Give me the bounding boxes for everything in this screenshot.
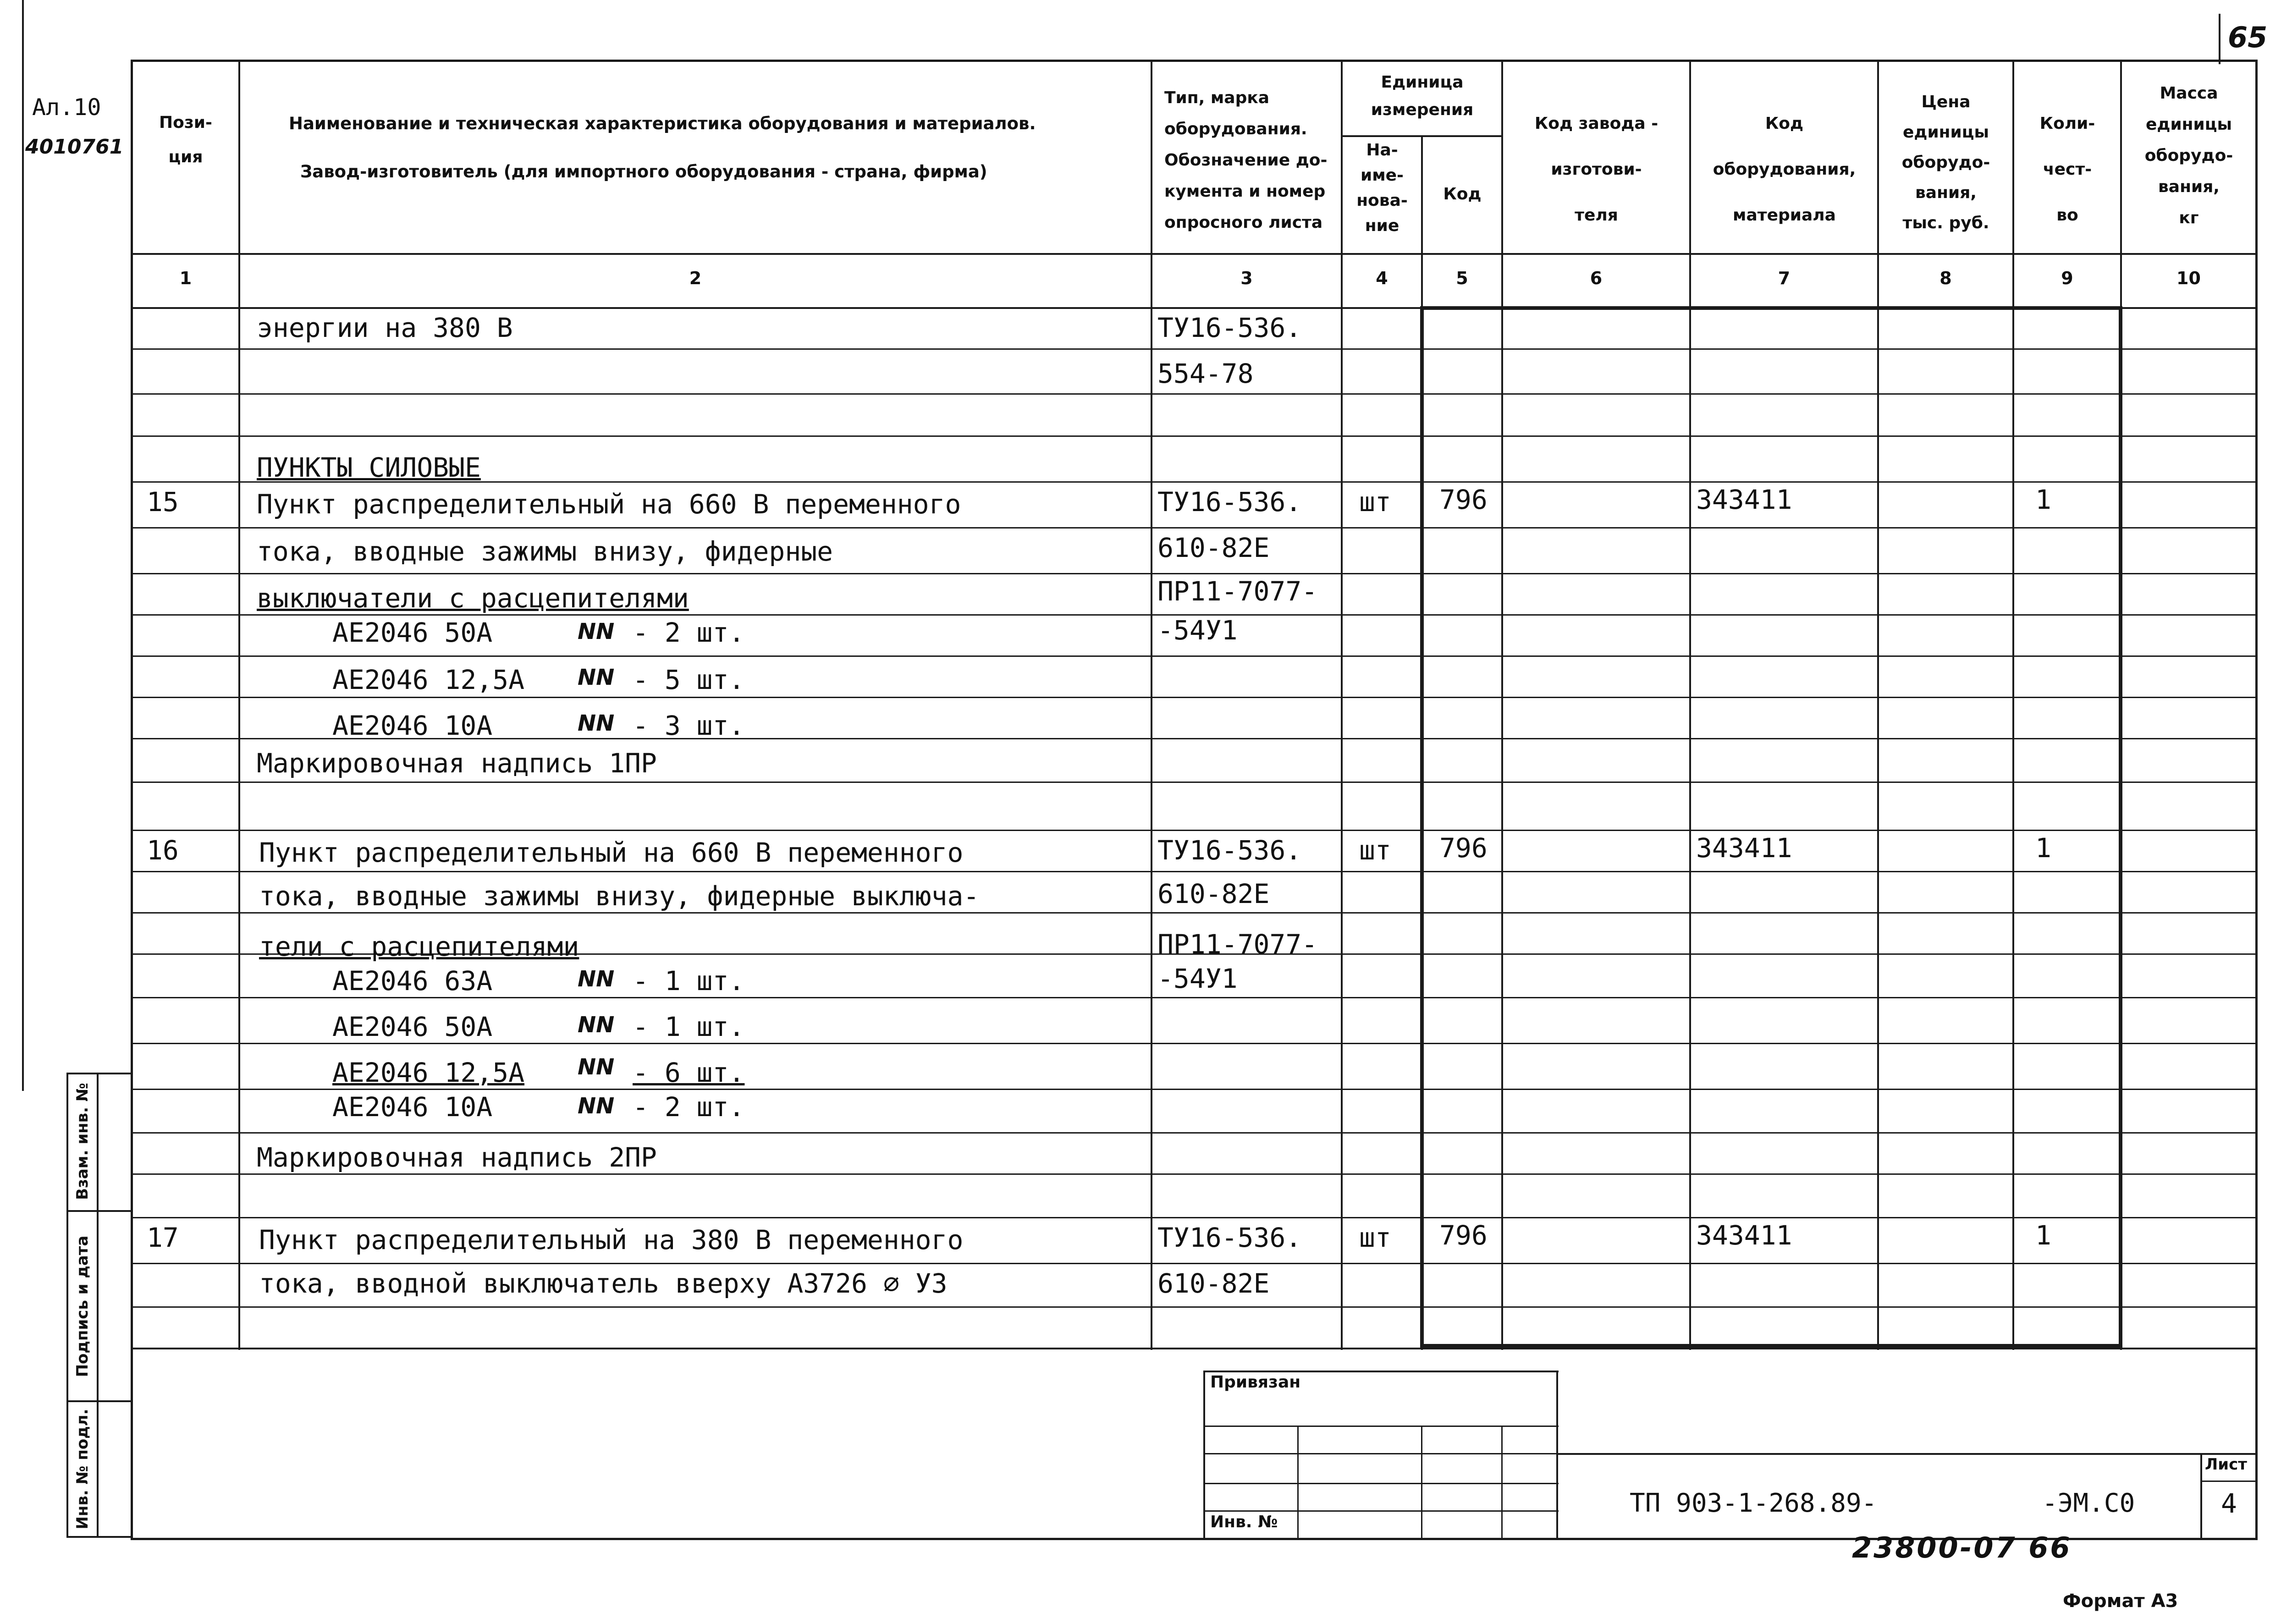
row-unit-code: 796 — [1439, 484, 1488, 515]
stamp-inv: Инв. № — [1210, 1513, 1278, 1531]
row-name: Пункт распределительный на 660 В переменного — [259, 837, 964, 868]
row-type: ТУ16-536. — [1157, 835, 1302, 866]
col-number-1: 1 — [179, 268, 192, 288]
row-name: Маркировочная надпись 1ПР — [257, 748, 657, 779]
row-unit: шт — [1359, 486, 1391, 517]
row-equipment-code: 343411 — [1696, 832, 1792, 864]
row-count: - 3 шт. — [633, 710, 745, 741]
side-label-inv: Взам. инв. № — [73, 1083, 92, 1200]
col-number-3: 3 — [1240, 268, 1253, 288]
header-mass: Масса единицы оборудо- вания, кг — [2144, 84, 2233, 227]
row-name: АЕ2046 12,5А — [332, 1057, 525, 1088]
row-equipment-code: 343411 — [1696, 1220, 1792, 1251]
header-equipment-code: Код оборудования, материала — [1713, 114, 1856, 225]
header-factory-code: Код завода - изготови- теля — [1534, 114, 1658, 225]
album-handwritten: 4010761 — [25, 135, 124, 159]
col-number-6: 6 — [1590, 268, 1603, 288]
col-number-9: 9 — [2061, 268, 2073, 288]
row-name: АЕ2046 10А — [332, 1091, 493, 1123]
header-unit-code: Код — [1443, 185, 1482, 204]
header-unit-name: На- име- нова- ние — [1356, 141, 1408, 235]
row-position: 15 — [147, 486, 179, 517]
row-name: тели с расцепителями — [259, 931, 579, 962]
sheet-number: 4 — [2221, 1488, 2237, 1519]
row-unit: шт — [1359, 1222, 1391, 1253]
row-name: тока, вводные зажимы внизу, фидерные — [257, 536, 833, 567]
nn-mark: NN — [578, 1054, 615, 1080]
nn-mark: NN — [578, 665, 615, 690]
handwritten-archive-number: 23800-07 66 — [1852, 1531, 2072, 1564]
header-unit-group: Единица измерения — [1371, 73, 1474, 119]
document-code: ТП 903-1-268.89- — [1630, 1488, 1877, 1518]
nn-mark: NN — [578, 1093, 615, 1119]
row-name: Пункт распределительный на 380 В переменного — [259, 1224, 964, 1255]
row-equipment-code: 343411 — [1696, 484, 1792, 515]
row-type: ПР11-7077- — [1157, 929, 1318, 960]
row-count: - 5 шт. — [633, 664, 745, 695]
nn-mark: NN — [578, 966, 615, 992]
row-position: 16 — [147, 835, 179, 866]
row-count: - 6 шт. — [633, 1057, 745, 1088]
document-suffix: -ЭМ.С0 — [2042, 1488, 2135, 1518]
col-number-8: 8 — [1939, 268, 1952, 288]
row-quantity: 1 — [2035, 832, 2051, 864]
row-type: 610-82Е — [1157, 878, 1270, 909]
stamp-privyazan: Привязан — [1210, 1373, 1301, 1392]
row-quantity: 1 — [2035, 484, 2051, 515]
side-label-signature: Подпись и дата — [73, 1235, 92, 1377]
row-name: АЕ2046 50А — [332, 617, 493, 648]
row-name: АЕ2046 12,5А — [332, 664, 525, 695]
sheet-format: Формат А3 — [2063, 1591, 2178, 1612]
row-type: -54У1 — [1157, 615, 1238, 646]
row-unit-code: 796 — [1439, 1220, 1488, 1251]
row-position: 17 — [147, 1222, 179, 1253]
row-type: ТУ16-536. — [1157, 486, 1302, 517]
album-label: Ал.10 — [32, 94, 101, 121]
row-name: выключатели с расцепителями — [257, 583, 689, 614]
row-unit: шт — [1359, 835, 1391, 866]
col-number-4: 4 — [1376, 268, 1388, 288]
col-number-5: 5 — [1456, 268, 1468, 288]
col-number-7: 7 — [1778, 268, 1791, 288]
header-position: Пози- ция — [159, 113, 212, 166]
row-type: 554-78 — [1157, 358, 1254, 389]
page-number: 65 — [2228, 21, 2268, 54]
row-type: -54У1 — [1157, 963, 1238, 994]
header-name-line1: Наименование и техническая характеристика оборудования и материалов. — [289, 114, 1036, 133]
header-name-line2: Завод-изготовитель (для импортного оборудования - страна, фирма) — [300, 162, 987, 182]
nn-mark: NN — [578, 710, 615, 736]
side-label-podl: Инв. № подл. — [73, 1409, 92, 1530]
row-name: Маркировочная надпись 2ПР — [257, 1142, 657, 1173]
row-type: ПР11-7077- — [1157, 576, 1318, 607]
row-name: АЕ2046 50А — [332, 1011, 493, 1042]
section-heading: ПУНКТЫ СИЛОВЫЕ — [257, 452, 481, 483]
row-count: - 2 шт. — [633, 617, 745, 648]
row-type: 610-82Е — [1157, 532, 1270, 563]
header-quantity: Коли- чест- во — [2039, 114, 2095, 225]
row-quantity: 1 — [2035, 1220, 2051, 1251]
header-price: Цена единицы оборудо- вания, тыс. руб. — [1901, 93, 1990, 232]
row-count: - 1 шт. — [633, 965, 745, 996]
row-count: - 2 шт. — [633, 1091, 745, 1123]
row-name: Пункт распределительный на 660 В переменного — [257, 489, 961, 520]
nn-mark: NN — [578, 1012, 615, 1038]
row-count: - 1 шт. — [633, 1011, 745, 1042]
row-type: ТУ16-536. — [1157, 312, 1302, 343]
row-name: АЕ2046 10А — [332, 710, 493, 741]
row-name: тока, вводной выключатель вверху А3726 ∅ У3 — [259, 1268, 948, 1299]
row-type: ТУ16-536. — [1157, 1222, 1302, 1253]
header-type: Тип, марка оборудования. Обозначение до- кумента и номер опросного листа — [1164, 88, 1328, 232]
nn-mark: NN — [578, 619, 615, 644]
col-number-2: 2 — [689, 268, 702, 288]
row-name: АЕ2046 63А — [332, 965, 493, 996]
row-unit-code: 796 — [1439, 832, 1488, 864]
row-type: 610-82Е — [1157, 1268, 1270, 1299]
sheet-label: Лист — [2205, 1455, 2247, 1474]
row-name: энергии на 380 В — [257, 312, 513, 343]
col-number-10: 10 — [2176, 268, 2201, 288]
row-name: тока, вводные зажимы внизу, фидерные выключа- — [259, 881, 980, 912]
